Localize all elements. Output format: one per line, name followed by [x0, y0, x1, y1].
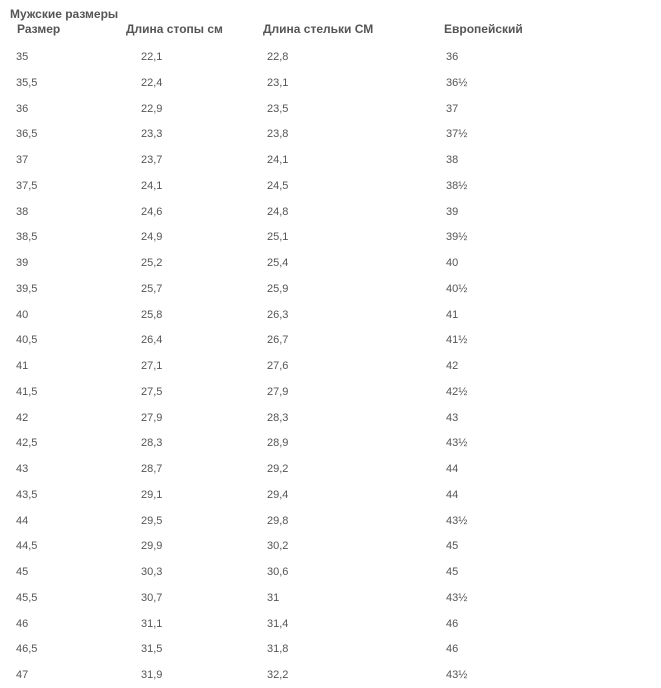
table-row: [0, 559, 661, 585]
table-row: [0, 96, 661, 122]
cell-european-size: 36: [446, 51, 459, 63]
cell-size: 45,5: [16, 591, 38, 604]
cell-size: 46,5: [16, 643, 38, 656]
table-row: [0, 302, 661, 328]
cell-foot-length: 31,9: [141, 669, 163, 681]
table-body: [0, 44, 661, 688]
table-row: [0, 70, 661, 96]
cell-size: 41: [16, 360, 29, 372]
cell-insole-length: 28,9: [267, 437, 289, 450]
cell-foot-length: 30,7: [141, 591, 163, 604]
cell-insole-length: 23,1: [267, 76, 289, 89]
cell-european-size: 43½: [446, 437, 468, 450]
cell-foot-length: 25,7: [141, 282, 163, 295]
cell-foot-length: 29,9: [141, 540, 163, 553]
cell-insole-length: 25,1: [267, 231, 289, 244]
header-size: Размер: [17, 22, 61, 36]
cell-european-size: 36½: [446, 76, 468, 89]
cell-size: 42: [16, 411, 29, 424]
cell-european-size: 43½: [446, 591, 468, 604]
table-row: [0, 44, 661, 70]
cell-insole-length: 29,8: [267, 514, 289, 527]
cell-size: 39,5: [16, 282, 38, 295]
table-row: [0, 224, 661, 250]
cell-foot-length: 28,7: [141, 463, 163, 475]
cell-european-size: 46: [446, 617, 459, 630]
table-row: [0, 456, 661, 482]
cell-foot-length: 22,9: [141, 102, 163, 115]
cell-european-size: 43½: [446, 669, 468, 681]
cell-insole-length: 25,4: [267, 257, 289, 269]
cell-size: 40: [16, 308, 29, 321]
cell-size: 43,5: [16, 488, 38, 501]
cell-size: 35,5: [16, 76, 38, 89]
cell-size: 41,5: [16, 385, 38, 398]
table-row: [0, 662, 661, 688]
cell-european-size: 40½: [446, 282, 468, 295]
cell-european-size: 37½: [446, 128, 468, 141]
cell-foot-length: 23,3: [141, 128, 163, 141]
cell-european-size: 41½: [446, 334, 468, 347]
cell-insole-length: 26,7: [267, 334, 289, 347]
table-row: [0, 276, 661, 302]
table-row: [0, 147, 661, 173]
cell-foot-length: 31,1: [141, 617, 163, 630]
cell-size: 40,5: [16, 334, 38, 347]
cell-insole-length: 31: [267, 591, 280, 604]
cell-european-size: 39: [446, 205, 459, 218]
cell-size: 46: [16, 617, 29, 630]
cell-size: 35: [16, 51, 29, 63]
cell-foot-length: 25,2: [141, 257, 163, 269]
cell-size: 38,5: [16, 231, 38, 244]
table-row: [0, 430, 661, 456]
cell-size: 37: [16, 154, 29, 166]
cell-insole-length: 23,8: [267, 128, 289, 141]
cell-insole-length: 29,2: [267, 463, 289, 475]
cell-size: 38: [16, 205, 29, 218]
cell-foot-length: 27,1: [141, 360, 163, 372]
cell-insole-length: 30,6: [267, 566, 289, 578]
cell-european-size: 38½: [446, 179, 468, 192]
cell-insole-length: 23,5: [267, 102, 289, 115]
header-foot-length: Длина стопы см: [126, 22, 223, 36]
cell-foot-length: 27,9: [141, 411, 163, 424]
cell-insole-length: 24,8: [267, 205, 289, 218]
table-row: [0, 173, 661, 199]
cell-foot-length: 28,3: [141, 437, 163, 450]
cell-insole-length: 26,3: [267, 308, 289, 321]
cell-insole-length: 30,2: [267, 540, 289, 553]
cell-size: 47: [16, 669, 29, 681]
cell-insole-length: 29,4: [267, 488, 289, 501]
cell-insole-length: 22,8: [267, 51, 289, 63]
table-row: [0, 353, 661, 379]
cell-european-size: 45: [446, 566, 459, 578]
cell-foot-length: 24,6: [141, 205, 163, 218]
cell-insole-length: 24,1: [267, 154, 289, 166]
cell-insole-length: 28,3: [267, 411, 289, 424]
cell-foot-length: 22,4: [141, 76, 163, 89]
cell-european-size: 41: [446, 308, 459, 321]
cell-size: 44,5: [16, 540, 38, 553]
cell-size: 44: [16, 514, 29, 527]
table-row: [0, 611, 661, 637]
cell-insole-length: 32,2: [267, 669, 289, 681]
cell-european-size: 42: [446, 360, 459, 372]
table-row: [0, 379, 661, 405]
cell-european-size: 46: [446, 643, 459, 656]
table-row: [0, 482, 661, 508]
table-row: [0, 199, 661, 225]
cell-size: 42,5: [16, 437, 38, 450]
cell-insole-length: 31,8: [267, 643, 289, 656]
cell-size: 43: [16, 463, 29, 475]
cell-foot-length: 29,1: [141, 488, 163, 501]
cell-foot-length: 24,1: [141, 179, 163, 192]
header-european-size: Европейский: [444, 22, 523, 36]
cell-foot-length: 29,5: [141, 514, 163, 527]
cell-european-size: 43: [446, 411, 459, 424]
cell-foot-length: 25,8: [141, 308, 163, 321]
table-row: [0, 121, 661, 147]
cell-european-size: 39½: [446, 231, 468, 244]
table-row: [0, 636, 661, 662]
cell-foot-length: 31,5: [141, 643, 163, 656]
cell-foot-length: 23,7: [141, 154, 163, 166]
cell-size: 36: [16, 102, 29, 115]
cell-european-size: 43½: [446, 514, 468, 527]
table-row: [0, 533, 661, 559]
cell-european-size: 44: [446, 463, 459, 475]
cell-foot-length: 26,4: [141, 334, 163, 347]
table-row: [0, 327, 661, 353]
cell-foot-length: 27,5: [141, 385, 163, 398]
cell-insole-length: 27,9: [267, 385, 289, 398]
table-row: [0, 508, 661, 534]
cell-european-size: 45: [446, 540, 459, 553]
cell-insole-length: 24,5: [267, 179, 289, 192]
cell-european-size: 40: [446, 257, 459, 269]
cell-european-size: 42½: [446, 385, 468, 398]
cell-size: 36,5: [16, 128, 38, 141]
table-row: [0, 250, 661, 276]
cell-size: 45: [16, 566, 29, 578]
cell-size: 39: [16, 257, 29, 269]
cell-insole-length: 25,9: [267, 282, 289, 295]
cell-insole-length: 31,4: [267, 617, 289, 630]
cell-foot-length: 22,1: [141, 51, 163, 63]
table-caption: Мужские размеры: [10, 7, 119, 21]
cell-insole-length: 27,6: [267, 360, 289, 372]
cell-foot-length: 24,9: [141, 231, 163, 244]
cell-european-size: 44: [446, 488, 459, 501]
table-header-row: [0, 21, 661, 37]
table-row: [0, 405, 661, 431]
cell-foot-length: 30,3: [141, 566, 163, 578]
cell-european-size: 38: [446, 154, 459, 166]
cell-size: 37,5: [16, 179, 38, 192]
table-row: [0, 585, 661, 611]
header-insole-length: Длина стельки СМ: [263, 22, 374, 36]
cell-european-size: 37: [446, 102, 459, 115]
